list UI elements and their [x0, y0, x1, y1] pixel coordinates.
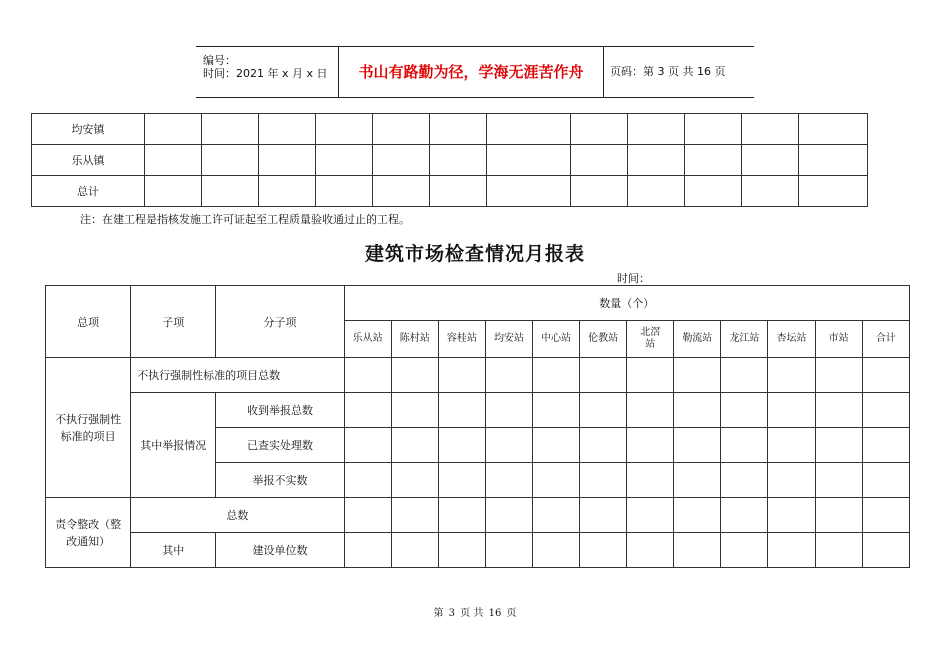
row-label: 乐从镇: [32, 145, 145, 176]
code-label: 编号：: [203, 54, 236, 67]
header-page-label: 页码：第 3 页 共 16 页: [610, 65, 726, 78]
station-header: 市站: [815, 321, 862, 358]
report-time-label: 时间：: [617, 272, 650, 285]
time-label: 时间：2021 年 x 月 x 日: [203, 67, 328, 80]
table-note: 注：在建工程是指核发施工许可证起至工程质量验收通过止的工程。: [80, 213, 410, 226]
group-label: 不执行强制性标准的项目: [46, 358, 131, 498]
row-label: 举报不实数: [216, 463, 344, 498]
station-header: 均安站: [485, 321, 532, 358]
table-row: [46, 393, 910, 428]
table-row: [46, 498, 910, 533]
subgroup-label: 其中: [131, 533, 216, 568]
row-label: 收到举报总数: [216, 393, 344, 428]
table-row: [46, 533, 910, 568]
town-summary-table: [31, 113, 868, 207]
footer-total-pages: 16: [488, 608, 502, 619]
station-header: 龙江站: [721, 321, 768, 358]
header-motto: 书山有路勤为径，学海无涯苦作舟: [338, 47, 604, 97]
station-header: 杏坛站: [768, 321, 815, 358]
header-subsub: 分子项: [216, 286, 344, 358]
header-main: 总项: [46, 286, 131, 358]
header-sub: 子项: [131, 286, 216, 358]
table-row: [32, 145, 868, 176]
station-header: 乐从站: [344, 321, 391, 358]
table-row: [32, 176, 868, 207]
station-header: 合计: [862, 321, 909, 358]
station-header: 中心站: [532, 321, 579, 358]
station-header: 伦教站: [580, 321, 627, 358]
report-title: 建筑市场检查情况月报表: [364, 243, 585, 265]
station-header: 北滘站: [627, 321, 674, 358]
footer-prefix: 第: [433, 608, 444, 619]
row-label: 总数: [131, 498, 344, 533]
row-label: 不执行强制性标准的项目总数: [131, 358, 344, 393]
row-label: 总计: [32, 176, 145, 207]
station-header: 勒流站: [674, 321, 721, 358]
row-label: 已查实处理数: [216, 428, 344, 463]
row-label: 均安镇: [32, 114, 145, 145]
footer-suffix: 页: [506, 608, 517, 619]
page-footer: [0, 604, 950, 619]
document-header: [196, 46, 754, 98]
subgroup-label: 其中举报情况: [131, 393, 216, 498]
table-row: [46, 358, 910, 393]
footer-page-number: 3: [448, 608, 456, 619]
header-row: [46, 286, 910, 321]
group-label: 责令整改（整改通知）: [46, 498, 131, 568]
station-header: 容桂站: [438, 321, 485, 358]
header-meta: [196, 47, 338, 97]
header-qty: 数量（个）: [344, 286, 909, 321]
table-row: [32, 114, 868, 145]
station-header: 陈村站: [391, 321, 438, 358]
row-label: 建设单位数: [216, 533, 344, 568]
footer-mid: 页 共: [460, 608, 484, 619]
report-table: [45, 285, 910, 568]
